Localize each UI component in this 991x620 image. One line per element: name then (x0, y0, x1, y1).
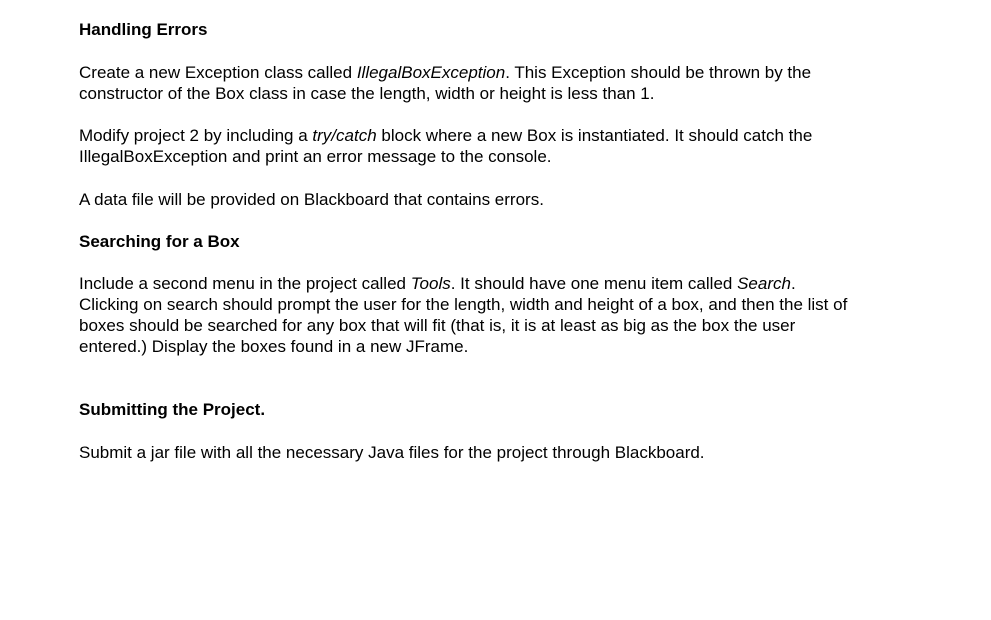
paragraph-line: IllegalBoxException and print an error message to the console. (79, 147, 552, 166)
text-run: Create a new Exception class called (79, 63, 357, 82)
paragraph-try-catch (79, 125, 959, 167)
paragraph-line: constructor of the Box class in case the length, width or height is less than 1. (79, 84, 655, 103)
text-run: Include a second menu in the project called (79, 274, 411, 293)
paragraph-submit-jar (79, 442, 959, 463)
class-name-italic: IllegalBoxException (356, 63, 506, 82)
paragraph-line: A data file will be provided on Blackboard that contains errors. (79, 190, 544, 209)
paragraph-line: Clicking on search should prompt the user for the length, width and height of a box, and then the list of (79, 295, 848, 314)
keyword-italic: try/catch (312, 126, 377, 145)
paragraph-line: boxes should be searched for any box that will fit (that is, it is at least as big as the box the user (79, 316, 796, 335)
paragraph-data-file (79, 189, 959, 210)
paragraph-line (79, 62, 959, 83)
heading-handling-errors: Handling Errors (79, 20, 208, 39)
paragraph-exception-class (79, 62, 959, 104)
paragraph-line (79, 125, 959, 146)
heading-submitting-the-project: Submitting the Project. (79, 400, 266, 419)
menu-name-italic: Tools (410, 274, 451, 293)
menu-item-italic: Search (737, 274, 791, 293)
text-run: block where a new Box is instantiated. It should catch the (376, 126, 813, 145)
text-run: . This Exception should be thrown by the (505, 63, 812, 82)
text-run: Modify project 2 by including a (79, 126, 313, 145)
text-run: . (790, 274, 796, 293)
paragraph-line: entered.) Display the boxes found in a new JFrame. (79, 337, 469, 356)
paragraph-line (79, 273, 959, 294)
paragraph-tools-menu (79, 273, 959, 357)
text-run: . It should have one menu item called (450, 274, 738, 293)
heading-searching-for-a-box: Searching for a Box (79, 232, 240, 251)
paragraph-line: Submit a jar file with all the necessary Java files for the project through Blackboard. (79, 443, 705, 462)
